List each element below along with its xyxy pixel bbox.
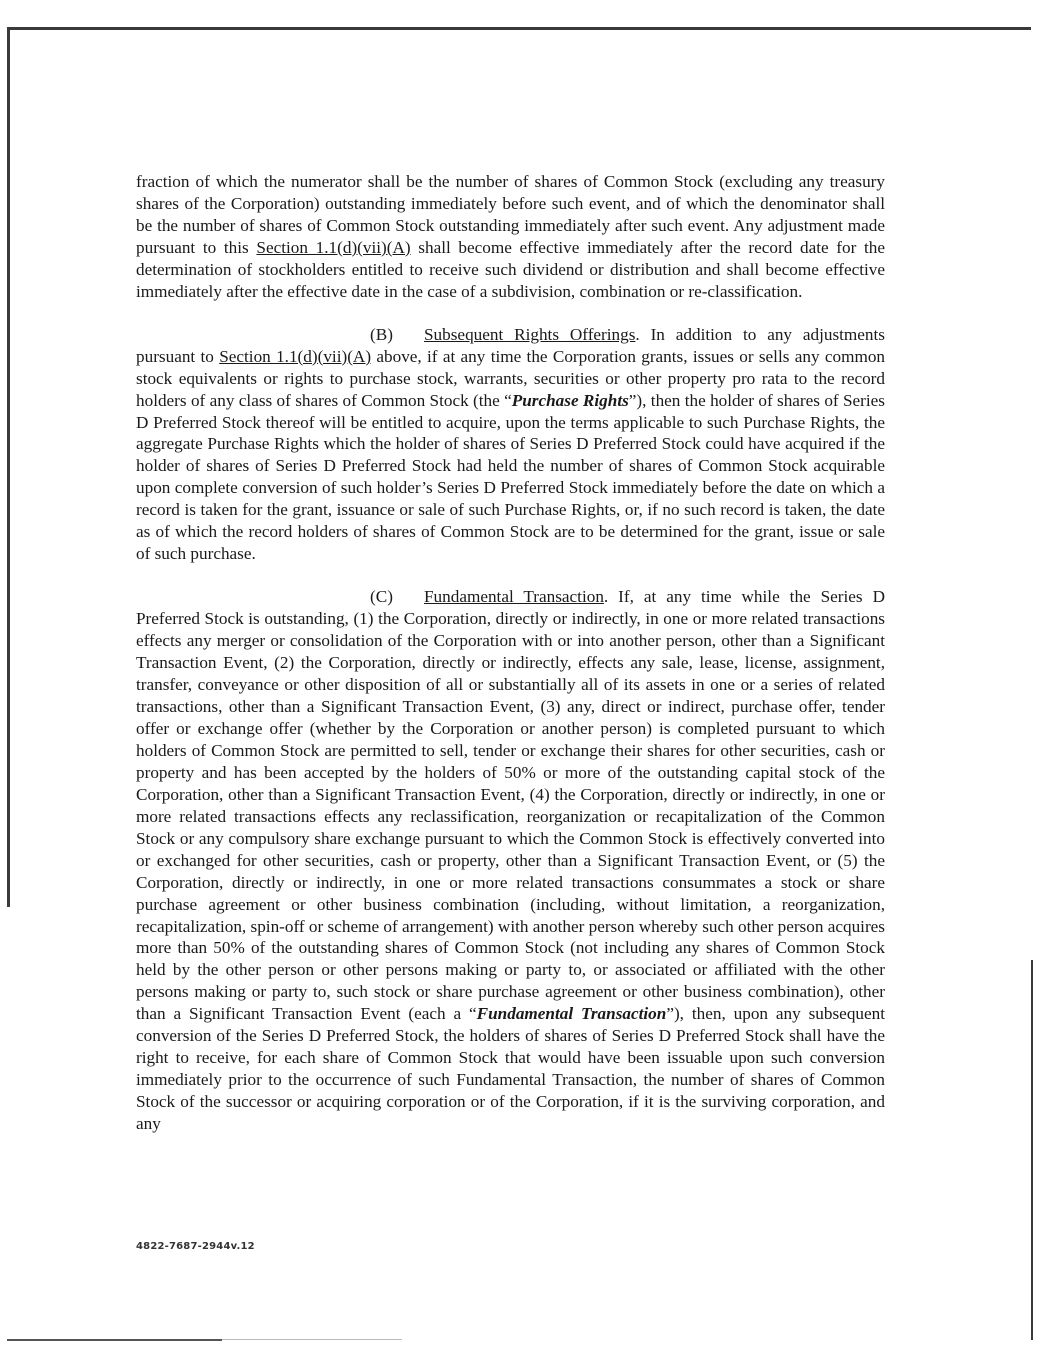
paragraph-b: [136, 324, 885, 565]
scan-border-bottom: [7, 1339, 222, 1341]
scan-border-right: [1031, 960, 1033, 1340]
para-b-text-1: . In addition to any adjustments pursuant to: [136, 324, 885, 366]
para-a-text-2: shall become effective immediately after the record date for the determination of stockholders entitled to receive such dividend or distribution and shall become effective immediately after the effective date in the case of a subdivision, combination or re-classification.: [136, 237, 885, 301]
para-a-text-1: fraction of which the numerator shall be the number of shares of Common Stock (excluding any treasury shares of the Corporation) outstanding immediately before such event, and of which the denominator shall be the number of shares of Common Stock outstanding immediately after such event. Any adjustment made pursuant to this: [136, 172, 885, 257]
document-page: [136, 171, 885, 1156]
scan-border-bottom-faint: [222, 1339, 402, 1340]
clause-label-b: (B): [370, 324, 393, 344]
clause-label-c: (C): [370, 587, 393, 607]
document-id-footer: 4822-7687-2944v.12: [136, 1241, 255, 1252]
section-reference: Section 1.1(d)(vii)(A): [219, 346, 372, 366]
section-reference: Section 1.1(d)(vii)(A): [256, 237, 411, 257]
clause-heading-b: Subsequent Rights Offerings: [424, 324, 636, 344]
paragraph-c: [136, 586, 885, 1135]
para-b-text-2: above, if at any time the Corporation grants, issues or sells any common stock equivalents or rights to purchase stock, warrants, securities or other property pro rata to the record holders of any class of shares of Common Stock (the “: [136, 346, 886, 410]
para-b-text-3: ”), then the holder of shares of Series D Preferred Stock thereof will be entitled to acquire, upon the terms applicable to such Purchase Rights, the aggregate Purchase Rights which the holder of shares of Series D Preferred Stock could have acquired if the holder of shares of Series D Preferred Stock had held the number of shares of Common Stock acquirable upon complete conversion of such holder’s Series D Preferred Stock immediately before the date on which a record is taken for the grant, issuance or sale of such Purchase Rights, or, if no such record is taken, the date as of which the record holders of shares of Common Stock are to be determined for the grant, issue or sale of such purchase.: [136, 390, 885, 564]
scan-border-left: [7, 27, 10, 907]
scan-border-top: [7, 27, 1031, 30]
defined-term-purchase-rights: Purchase Rights: [511, 390, 629, 410]
para-c-text-2: ”), then, upon any subsequent conversion of the Series D Preferred Stock, the holders of shares of Series D Preferred Stock shall have the right to receive, for each share of Common Stock that would have been issuable upon such conversion immediately prior to the occurrence of such Fundamental Transaction, the number of shares of Common Stock of the successor or acquiring corporation or of the Corporation, if it is the surviving corporation, and any: [136, 1004, 885, 1134]
paragraph-a-continuation: [136, 171, 885, 303]
defined-term-fundamental-transaction: Fundamental Transaction: [476, 1004, 667, 1024]
para-c-text-1: . If, at any time while the Series D Preferred Stock is outstanding, (1) the Corporation, directly or indirectly, in one or more related transactions effects any merger or consolidation of the Corporation with or into another person, other than a Significant Transaction Event, (2) the Corporation, directly or indirectly, effects any sale, lease, license, assignment, transfer, conveyance or other disposition of all or substantially all of its assets in one or a series of related transactions, other than a Significant Transaction Event, (3) any, direct or indirect, purchase offer, tender offer or exchange offer (whether by the Corporation or another person) is completed pursuant to which holders of Common Stock are permitted to sell, tender or exchange their shares for other securities, cash or property and has been accepted by the holders of 50% or more of the outstanding capital stock of the Corporation, other than a Significant Transaction Event, (4) the Corporation, directly or indirectly, in one or more related transactions effects any reclassification, reorganization or recapitalization of the Common Stock or any compulsory share exchange pursuant to which the Common Stock is effectively converted into or exchanged for other securities, cash or property, other than a Significant Transaction Event, or (5) the Corporation, directly or indirectly, in one or more related transactions consummates a stock or share purchase agreement or other business combination (including, without limitation, a reorganization, recapitalization, spin-off or scheme of arrangement) with another person whereby such other person acquires more than 50% of the outstanding shares of Common Stock (not including any shares of Common Stock held by the other person or other persons making or party to, or associated or affiliated with the other persons making or party to, such stock or share purchase agreement or other business combination), other than a Significant Transaction Event (each a “: [136, 587, 885, 1024]
clause-heading-c: Fundamental Transaction: [424, 587, 604, 607]
